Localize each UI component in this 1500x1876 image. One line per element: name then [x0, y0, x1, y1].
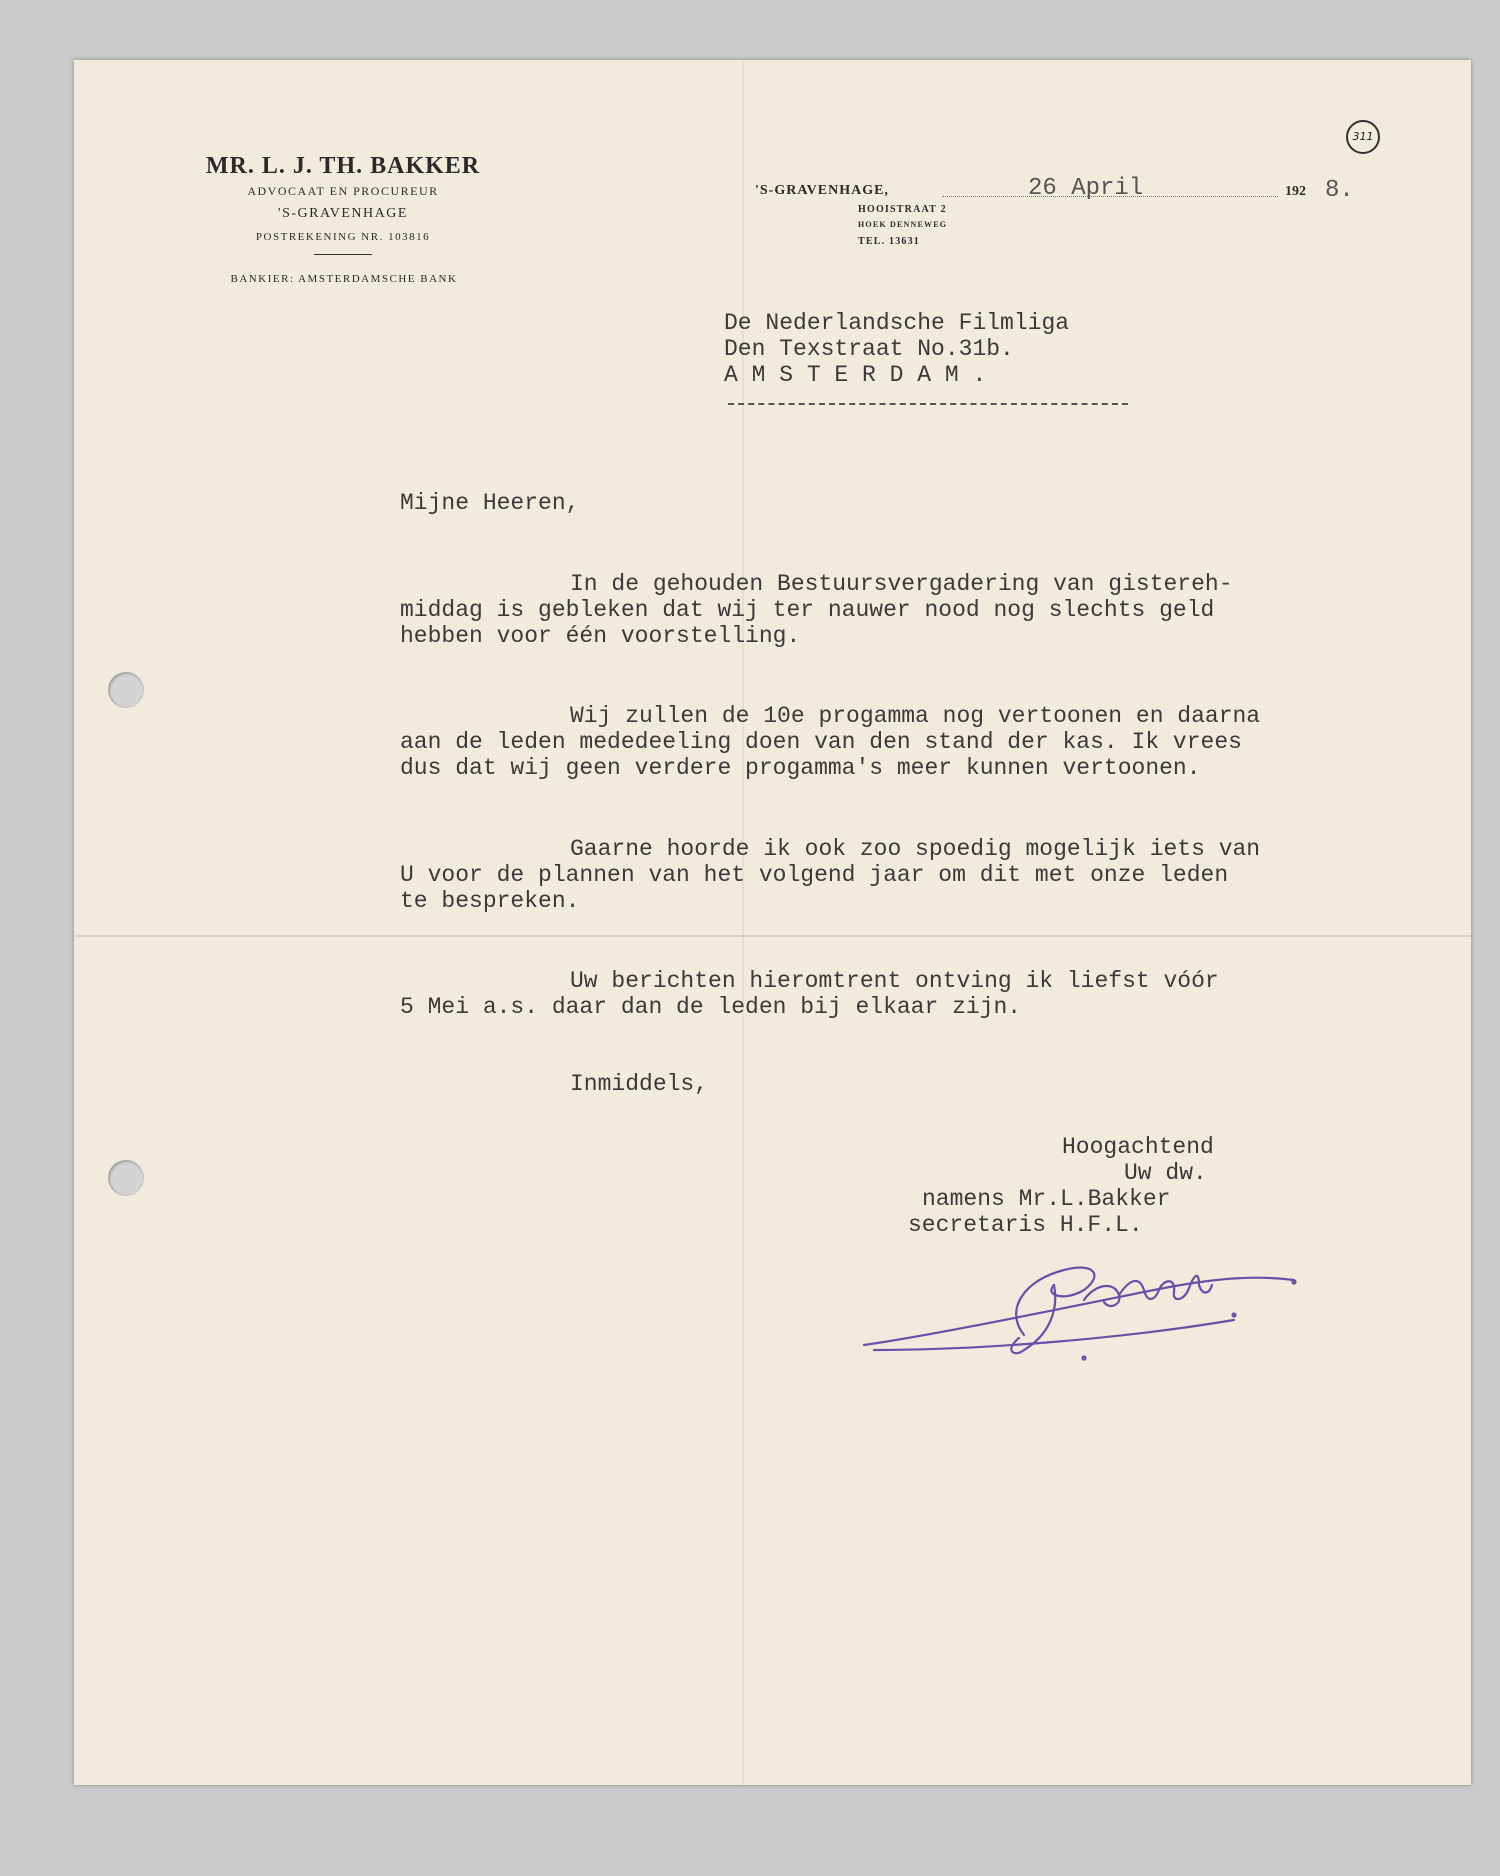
closing-line3: namens Mr.L.Bakker: [922, 1186, 1171, 1212]
addressee-line3: A M S T E R D A M .: [724, 362, 987, 388]
year-prefix: 192: [1285, 184, 1306, 199]
closing-line1: Hoogachtend: [1062, 1134, 1214, 1160]
addressee-underline: [728, 403, 1128, 405]
salutation: Mijne Heeren,: [400, 490, 580, 516]
punch-hole-top: [108, 672, 144, 708]
addressee-line1: De Nederlandsche Filmliga: [724, 310, 1070, 336]
letterhead-postrekening: POSTREKENING NR. 103816: [255, 231, 431, 243]
paragraph-3-line: te bespreken.: [400, 888, 580, 914]
paragraph-1-line: middag is gebleken dat wij ter nauwer nood nog slechts geld: [400, 597, 1215, 623]
punch-hole-bottom: [108, 1160, 144, 1196]
dateline-street: HOOISTRAAT 2: [858, 204, 947, 215]
letter-sheet: [74, 60, 1471, 1785]
paragraph-4-line: 5 Mei a.s. daar dan de leden bij elkaar zijn.: [400, 994, 1022, 1020]
dateline-tel: TEL. 13631: [858, 236, 921, 247]
paragraph-4-line: Uw berichten hieromtrent ontving ik liefst vóór: [570, 968, 1219, 994]
fold-line-horizontal: [74, 935, 1471, 937]
signature-image: [854, 1240, 1314, 1370]
letterhead-city: 'S-GRAVENHAGE: [278, 206, 408, 221]
letterhead-name: MR. L. J. TH. BAKKER: [205, 153, 481, 179]
paragraph-3-line: Gaarne hoorde ik ook zoo spoedig mogelijk iets van: [570, 836, 1261, 862]
letterhead-profession: ADVOCAAT EN PROCUREUR: [247, 184, 439, 198]
paragraph-1-line: hebben voor één voorstelling.: [400, 623, 801, 649]
paragraph-2-line: aan de leden mededeeling doen van den stand der kas. Ik vrees: [400, 729, 1242, 755]
letterhead-bankier: BANKIER: AMSTERDAMSCHE BANK: [230, 273, 458, 285]
paragraph-3-line: U voor de plannen van het volgend jaar om dit met onze leden: [400, 862, 1229, 888]
paragraph-1-line: In de gehouden Bestuursvergadering van gistereh-: [570, 571, 1233, 597]
archive-number: 311: [1346, 120, 1380, 154]
dateline-corner: HOEK DENNEWEG: [858, 220, 948, 229]
paragraph-2-line: Wij zullen de 10e progamma nog vertoonen en daarna: [570, 703, 1261, 729]
year-typed: 8.: [1325, 177, 1354, 204]
paragraph-5: Inmiddels,: [570, 1071, 709, 1097]
addressee-line2: Den Texstraat No.31b.: [724, 336, 1014, 362]
date-typed: 26 April: [1028, 175, 1144, 202]
letterhead-rule: [314, 254, 372, 255]
closing-line2: Uw dw.: [1124, 1160, 1207, 1186]
closing-line4: secretaris H.F.L.: [908, 1212, 1143, 1238]
paragraph-2-line: dus dat wij geen verdere progamma's meer kunnen vertoonen.: [400, 755, 1201, 781]
dateline-city: 'S-GRAVENHAGE,: [755, 183, 889, 198]
